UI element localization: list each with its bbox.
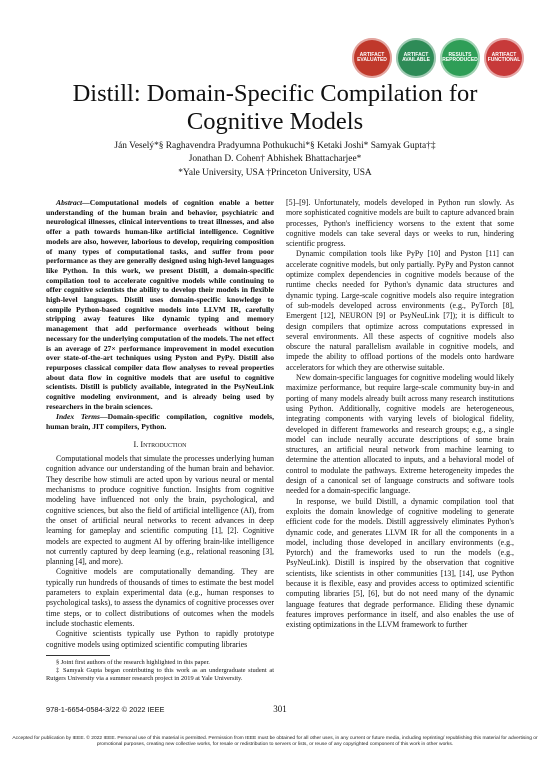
- body-columns: [46, 198, 514, 698]
- badge-artifact-available: ARTIFACT AVAILABLE: [396, 38, 436, 78]
- authors-line-1: Ján Veselý*§ Raghavendra Pradyumna Pothukuchi*§ Ketaki Joshi* Samyak Gupta†‡: [114, 141, 436, 151]
- index-terms-label: Index Terms: [56, 412, 100, 422]
- author-block: [0, 140, 550, 180]
- paper-title: [0, 80, 550, 136]
- index-terms-text: —Domain-specific compilation, cognitive models, human brain, JIT compilers, Python.: [46, 412, 275, 432]
- badge-artifact-evaluated: ARTIFACT EVALUATED: [352, 38, 392, 78]
- right-column: [286, 198, 514, 698]
- footnote-samyak: ‡ Samyak Gupta began contributing to this work as an undergraduate student at Rutgers University via a summer research project in 2019 at Yale University.: [46, 666, 274, 682]
- acceptance-note: Accepted for publication by IEEE. © 2022 IEEE. Personal use of this material is permitted. Permission from IEEE must be obtained for all other uses, in any current or future media, including reprinting/ republishing this material for advertising or promotional purposes, creating new collective works, for resale or redistribution to servers or lists, or reuse of any copyrighted component of this work in other works.: [12, 736, 538, 748]
- intro-paragraph-1: Computational models that simulate the processes underlying human cognition advance our understanding of the human brain and behavior. They describe how stimuli are acted upon by various neural or mental mechanisms to produce cognitive function. Insights from cognitive modeling have influenced not only the brain, psychological, and cognitive sciences, but also the field of artificial intelligence (AI), from the onset of artificial neural networks to recent advances in deep learning for gameplay and scientific computing [1], [2]. Cognitive models are expected to augment AI by offering brain-like intelligence not currently captured by deep learning (e.g., relational reasoning [3], planning [4], and more).: [46, 454, 274, 567]
- abstract-text: —Computational models of cognition enable a better understanding of the human brain and behavior, psychiatric and neurological illnesses, clinical interventions to treat illnesses, and also offer a path towards human-like artificial intelligence. Cognitive models are also, however, laborious to develop, requiring composition of many types of computational tasks, and suffer from poor performance as they are generally designed using high-level languages like Python. In this work, we present Distill, a domain-specific compilation tool to accelerate cognitive models while continuing to offer cognitive scientists the ability to develop their models in flexible high-level languages. Distill uses domain-specific knowledge to compile Python-based cognitive models into LLVM IR, carefully stripping away features like dynamic typing and memory management that add performance overheads without being necessary for the underlying computation of the models. The net effect is an average of 27× performance improvement in model execution over state-of-the-art techniques using Pyston and PyPy. Distill also repurposes classical compiler data flow analyses to reveal properties about data flow in cognitive models that are useful to cognitive scientists. Distill is publicly available, integrated in the PsyNeuLink cognitive modeling environment, and is already being used by researchers in the brain sciences.: [46, 198, 274, 411]
- right-paragraph-3: New domain-specific languages for cognitive modeling would likely maximize performance, but require large-scale community buy-in and porting of many models already built across many research institutions using Python. Additionally, cognitive models are heterogeneous, integrating components with varying levels of biological fidelity, developed in different frameworks and research groups; e.g., a single model can include neurally accurate descriptions of some brain structures, an artificial neural network from machine learning to determine the attention allocated to inputs, and a behavioral model of control to modulate the pathways. Extreme heterogeneity impedes the design of a canonical set of language constructs and software tools needed for a domain-specific language.: [286, 373, 514, 496]
- right-paragraph-2: Dynamic compilation tools like PyPy [10] and Pyston [11] can accelerate cognitive models, but only partially. PyPy and Pyston cannot optimize complex dependencies in cognitive models because of the runtime checks needed for Python's dynamic data structures and dynamic typing. Large-scale cognitive models also require integration of sub-models developed across environments (e.g., PyTorch [8], Emergent [12], NEURON [9] or PsyNeuLink [7]); it is difficult to design compilers that optimize across computations expressed in several environments. All these aspects of cognitive models also obscure the natural parallelism available in cognitive models, and impede the ability to offload portions of the models onto hardware accelerators for which they are otherwise suitable.: [286, 249, 514, 372]
- intro-paragraph-2: Cognitive models are computationally demanding. They are typically run hundreds of thousands of times to estimate the best model parameters to explain experimental data (e.g., human responses to psychological tasks), to assess the dynamics of cognitive processes over time steps, or to collect distributions of outcomes when the models include stochastic elements.: [46, 567, 274, 628]
- section-heading-introduction: I. Introduction: [133, 439, 187, 449]
- abstract: [46, 198, 274, 411]
- left-column: [46, 198, 274, 698]
- abstract-label: Abstract: [56, 198, 83, 207]
- right-paragraph-1: [5]–[9]. Unfortunately, models developed in Python run slowly. As more sophisticated cognitive models are built to capture advanced brain processes, Python's inefficiency worsens to the extent that some cognitive models can take several days or weeks to run, hindering scientific progress.: [286, 198, 514, 249]
- artifact-badges: [352, 38, 524, 78]
- badge-artifact-functional: ARTIFACT FUNCTIONAL: [484, 38, 524, 78]
- affiliations: *Yale University, USA †Princeton University, USA: [178, 168, 372, 178]
- title-line-1: Distill: Domain-Specific Compilation for: [72, 80, 478, 107]
- footnote-joint-authors: § Joint first authors of the research highlighted in this paper.: [56, 658, 210, 666]
- badge-results-reproduced: RESULTS REPRODUCED: [440, 38, 480, 78]
- intro-paragraph-3: Cognitive scientists typically use Python to rapidly prototype cognitive models using optimized scientific computing libraries: [46, 629, 274, 649]
- title-line-2: Cognitive Models: [186, 108, 364, 135]
- footnote-rule: [46, 655, 110, 656]
- page-number: 301: [273, 704, 287, 714]
- index-terms: [46, 412, 274, 431]
- authors-line-2: Jonathan D. Cohen† Abhishek Bhattacharjee*: [188, 154, 362, 164]
- isbn-copyright: 978-1-6654-0584-3/22 © 2022 IEEE: [46, 705, 165, 714]
- right-paragraph-4: In response, we build Distill, a dynamic compilation tool that exploits the domain knowledge of cognitive modeling to generate efficient code for the models. Distill aggressively eliminates Python's dynamic code, and generates LLVM IR for all the components in a model, including those developed in ancillary environments (e.g., Pytorch) and the frameworks used to run the models (e.g., PsyNeuLink). Distill is inspired by the observation that cognitive scientists, like scientists in other communities [13], [14], use Python because it is flexible, easy and provides access to optimized scientific computing libraries [5], [6], but do not need many of the dynamic language features that degrade performance. Eliding these dynamic features improves performance in itself, and also enables the use of existing optimizations in the LLVM framework to further: [286, 496, 514, 630]
